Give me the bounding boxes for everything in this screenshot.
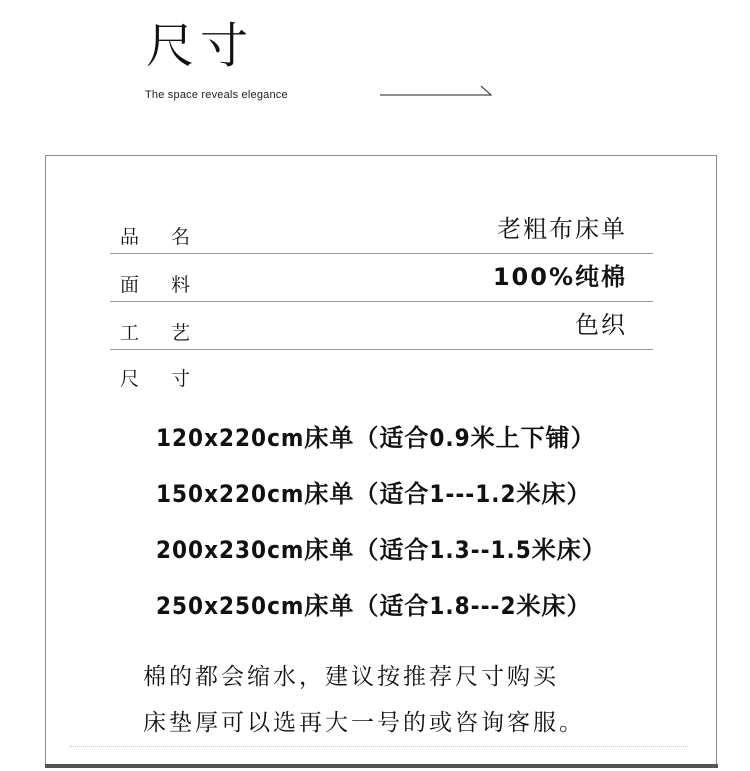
page-tagline: The space reveals elegance [145, 89, 288, 101]
spec-label-name: 品名 [120, 226, 223, 248]
size-item: 250x250cm床单（适合1.8---2米床） [156, 592, 592, 620]
spec-row-craft [110, 301, 653, 350]
spec-label-size: 尺寸 [120, 368, 223, 390]
spec-label-fabric: 面料 [120, 274, 223, 296]
spec-value-name: 老粗布床单 [497, 215, 627, 243]
spec-value-craft: 色织 [575, 311, 627, 339]
note-line-1: 棉的都会缩水，建议按推荐尺寸购买 [143, 664, 559, 690]
spec-row-fabric [110, 253, 653, 302]
spec-row-size [110, 347, 653, 395]
spec-value-fabric: 100%纯棉 [492, 263, 627, 291]
dotted-divider [70, 746, 688, 747]
size-item: 150x220cm床单（适合1---1.2米床） [156, 480, 592, 508]
note-line-2: 床垫厚可以选再大一号的或咨询客服。 [143, 710, 585, 736]
page-title: 尺寸 [146, 18, 255, 74]
spec-row-name [110, 205, 653, 254]
spec-label-craft: 工艺 [120, 322, 223, 344]
arrow-line-decoration [380, 83, 492, 99]
panel-bottom-bar [45, 764, 718, 768]
size-item: 120x220cm床单（适合0.9米上下铺） [156, 424, 596, 452]
size-item: 200x230cm床单（适合1.3--1.5米床） [156, 536, 607, 564]
